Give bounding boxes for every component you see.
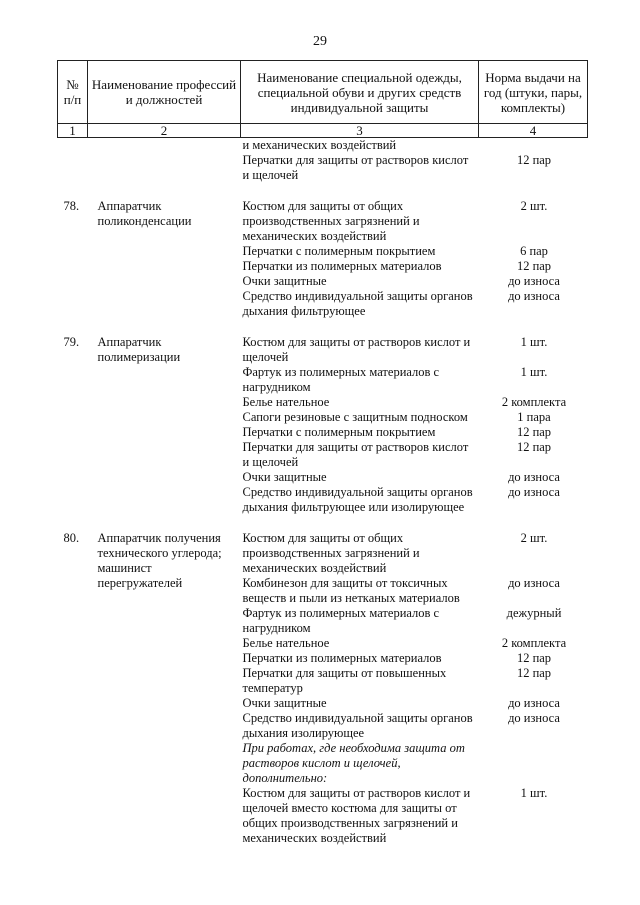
- page-number: 29: [313, 34, 327, 49]
- table-row: [58, 199, 588, 244]
- column-number: 2: [88, 124, 241, 138]
- column-number: 1: [58, 124, 88, 138]
- equipment-item: Перчатки из полимерных материалов: [242, 259, 442, 273]
- equipment-item: Средство индивидуальной защиты органов дыхания изолирующее: [242, 711, 473, 740]
- issue-norm: 2 комплекта: [501, 636, 567, 650]
- spacer-cell: [241, 183, 479, 199]
- header-norm: Норма выдачи на год (штуки, пары, комплекты): [479, 61, 588, 124]
- issue-norm: до износа: [508, 470, 560, 484]
- issue-norm: 12 пар: [516, 440, 552, 454]
- ppe-norms-table-container: [57, 60, 587, 846]
- entry-number: [58, 153, 88, 183]
- issue-norm: 2 шт.: [520, 531, 548, 545]
- equipment-item: Перчатки для защиты от повышенных температур: [242, 666, 447, 695]
- equipment-item: Средство индивидуальной защиты органов дыхания фильтрующее: [242, 289, 473, 318]
- entry-number: 80.: [63, 531, 80, 545]
- profession-name: [88, 153, 241, 183]
- equipment-item: Перчатки для защиты от растворов кислот и щелочей: [242, 440, 469, 469]
- spacer-cell: [241, 319, 479, 335]
- equipment-item: Костюм для защиты от общих производственных загрязнений и механических воздействий: [242, 199, 420, 243]
- equipment-item: Фартук из полимерных материалов с нагрудником: [242, 606, 440, 635]
- spacer-cell: [88, 183, 241, 199]
- profession-name: Аппаратчик полимеризации: [97, 335, 181, 364]
- equipment-item: Сапоги резиновые с защитным подноском: [242, 410, 468, 424]
- row-spacer: [58, 515, 588, 531]
- equipment-item: Перчатки с полимерным покрытием: [242, 425, 436, 439]
- spacer-cell: [479, 319, 588, 335]
- issue-norm: 2 шт.: [520, 199, 548, 213]
- table-row: [58, 153, 588, 183]
- column-number-row: [58, 124, 588, 138]
- issue-norm: дежурный: [506, 606, 562, 620]
- equipment-item: Костюм для защиты от общих производственных загрязнений и механических воздействий: [242, 531, 420, 575]
- entry-number: 78.: [63, 199, 80, 213]
- header-number: № п/п: [58, 61, 88, 124]
- issue-norm: до износа: [508, 696, 560, 710]
- equipment-item: Костюм для защиты от растворов кислот и щелочей: [242, 335, 471, 364]
- table-row: [58, 335, 588, 365]
- issue-norm: до износа: [508, 485, 560, 499]
- issue-norm: до износа: [508, 711, 560, 725]
- equipment-item: Комбинезон для защиты от токсичных веществ и пыли из нетканых материалов: [242, 576, 460, 605]
- entry-number: [58, 138, 88, 154]
- spacer-cell: [479, 183, 588, 199]
- issue-norm: 1 шт.: [520, 786, 548, 800]
- table-row: [58, 531, 588, 576]
- equipment-item: и механических воздействий: [242, 138, 397, 152]
- issue-norm: до износа: [508, 289, 560, 303]
- profession-name: Аппаратчик поликонденсации: [97, 199, 192, 228]
- profession-name: Аппаратчик получения технического углерода; машинист перегружателей: [97, 531, 222, 590]
- spacer-cell: [58, 515, 88, 531]
- table-header: [58, 61, 588, 138]
- table-body: [58, 138, 588, 847]
- equipment-item: Белье нательное: [242, 636, 330, 650]
- spacer-cell: [58, 183, 88, 199]
- spacer-cell: [58, 319, 88, 335]
- spacer-cell: [479, 515, 588, 531]
- equipment-item: Костюм для защиты от растворов кислот и щелочей вместо костюма для защиты от общих производственных загрязнений и механических воздействий: [242, 786, 471, 845]
- issue-norm: 1 шт.: [520, 365, 548, 379]
- spacer-cell: [88, 515, 241, 531]
- issue-norm: 12 пар: [516, 666, 552, 680]
- row-spacer: [58, 183, 588, 199]
- equipment-item: Перчатки для защиты от растворов кислот и щелочей: [242, 153, 469, 182]
- issue-norm: 1 пара: [517, 410, 551, 424]
- spacer-cell: [88, 319, 241, 335]
- equipment-item: Очки защитные: [242, 274, 327, 288]
- issue-norm: 12 пар: [516, 651, 552, 665]
- column-number: 4: [479, 124, 588, 138]
- spacer-cell: [241, 515, 479, 531]
- issue-norm: [479, 138, 588, 154]
- issue-norm: 12 пар: [516, 153, 552, 167]
- equipment-item: При работах, где необходима защита от растворов кислот и щелочей, дополнительно:: [242, 741, 465, 785]
- issue-norm: 12 пар: [516, 259, 552, 273]
- header-profession: Наименование профессий и должностей: [88, 61, 241, 124]
- table-row: [58, 138, 588, 154]
- header-row: [58, 61, 588, 124]
- issue-norm: 6 пар: [520, 244, 548, 258]
- equipment-item: Белье нательное: [242, 395, 330, 409]
- row-spacer: [58, 319, 588, 335]
- equipment-item: Перчатки из полимерных материалов: [242, 651, 442, 665]
- issue-norm: 12 пар: [516, 425, 552, 439]
- column-number: 3: [241, 124, 479, 138]
- profession-name: [88, 138, 241, 154]
- header-equipment: Наименование специальной одежды, специальной обуви и других средств индивидуальной защиты: [241, 61, 479, 124]
- issue-norm: до износа: [508, 274, 560, 288]
- issue-norm: 2 комплекта: [501, 395, 567, 409]
- equipment-item: Средство индивидуальной защиты органов дыхания фильтрующее или изолирующее: [242, 485, 473, 514]
- entry-number: 79.: [63, 335, 80, 349]
- equipment-item: Перчатки с полимерным покрытием: [242, 244, 436, 258]
- issue-norm: до износа: [508, 576, 560, 590]
- ppe-norms-table: [57, 60, 588, 846]
- issue-norm: [479, 741, 588, 786]
- equipment-item: Очки защитные: [242, 470, 327, 484]
- equipment-item: Фартук из полимерных материалов с нагрудником: [242, 365, 440, 394]
- issue-norm: 1 шт.: [520, 335, 548, 349]
- equipment-item: Очки защитные: [242, 696, 327, 710]
